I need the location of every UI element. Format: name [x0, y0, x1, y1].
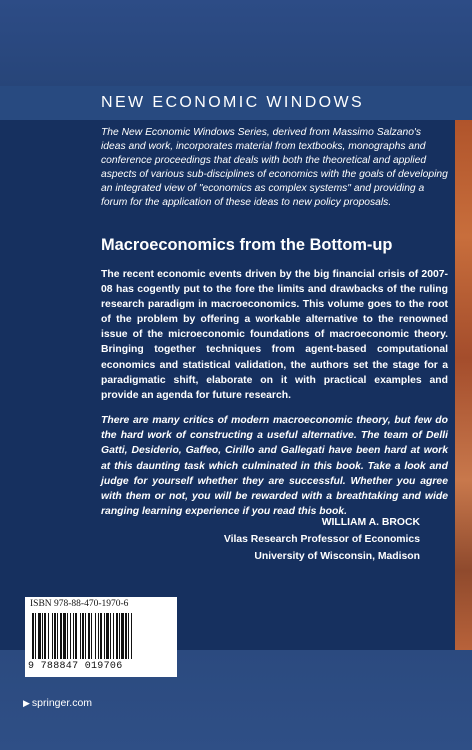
series-title: NEW ECONOMIC WINDOWS: [101, 94, 365, 111]
book-description: The recent economic events driven by the big financial crisis of 2007-08 has cogently put to the fore the limits and drawbacks of the ruling research paradigm in macroeconomics. This volume goes to the root of the problem by offering a workable alternative to the renowned issue of the microeconomic foundations of macroeconomic theory. Bringing together techniques from agent-based computational economics and statistical validation, the authors set the stage for a paradigmatic shift, elaborate on it with practical examples and provide an agenda for future research.: [101, 269, 448, 401]
arrow-right-icon: ▶: [23, 698, 30, 708]
barcode-icon: [30, 613, 172, 659]
cover-photo-strip: [455, 120, 472, 650]
barcode-box: [25, 597, 177, 677]
publisher-link[interactable]: [23, 697, 92, 709]
reviewer-name: WILLIAM A. BROCK: [321, 517, 420, 528]
isbn-label: ISBN 978-88-470-1970-6: [30, 599, 129, 609]
cover-top-band: [0, 0, 472, 86]
endorsement-quote: There are many critics of modern macroeconomic theory, but few do the hard work of constructing a useful alternative. The team of Delli Gatti, Desiderio, Gaffeo, Cirillo and Gallegati have been hard at work at this daunting task which culminated in this book. Take a look and judge for yourself whether they are successful. Whether you agree with them or not, you will be rewarded with a breathtaking and wide ranging learning experience if you read this book.: [101, 415, 448, 518]
reviewer-affiliation: University of Wisconsin, Madison: [254, 551, 420, 562]
series-description: The New Economic Windows Series, derived from Massimo Salzano's ideas and work, incorporates material from textbooks, monographs and conference proceedings that deals with both the theoretical and applied aspects of various sub-disciplines of economics with the goals of developing an integrated view of "economics as complex systems" and providing a forum for the application of these ideas to new policy proposals.: [101, 127, 448, 209]
book-title: Macroeconomics from the Bottom-up: [101, 236, 393, 254]
barcode-number: 9 788847 019706: [28, 661, 123, 672]
publisher-link-text: springer.com: [31, 697, 93, 709]
reviewer-title: Vilas Research Professor of Economics: [223, 534, 420, 545]
